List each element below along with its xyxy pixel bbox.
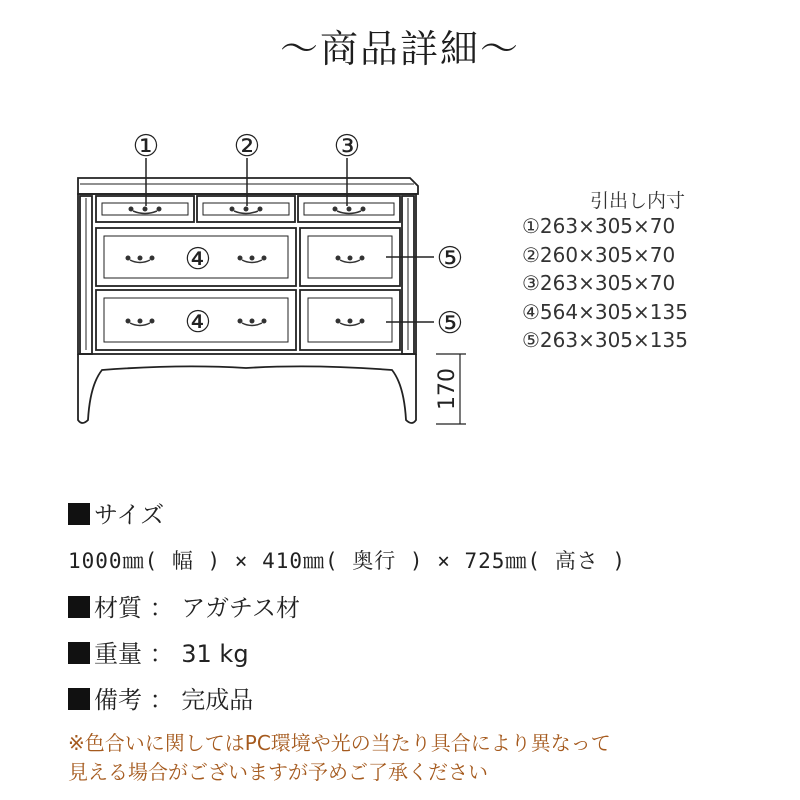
- handle-icon: [238, 256, 267, 263]
- drawer-dims-row: ②260×305×70: [522, 242, 676, 267]
- spec-size-label: サイズ: [94, 501, 165, 529]
- square-bullet-icon: [68, 596, 90, 618]
- callout-4-lower: ④: [184, 305, 212, 340]
- callout-5-lower: ⑤: [436, 306, 464, 341]
- dresser-body: [78, 194, 416, 354]
- callout-2: ②: [233, 129, 261, 164]
- handle-icon: [230, 207, 263, 214]
- square-bullet-icon: [68, 503, 90, 525]
- drawer-dims-list: [522, 214, 688, 357]
- handle-icon: [333, 207, 366, 214]
- spec-size-value: 1000㎜( 幅 ) × 410㎜( 奥行 ) × 725㎜( 高さ ): [68, 549, 627, 573]
- disclaimer-note-line2: 見える場合がございますが予めご了承ください: [68, 760, 488, 784]
- spec-size-heading: [68, 495, 164, 530]
- disclaimer-note-line1: ※色合いに関してはPC環境や光の当たり具合により異なって: [68, 731, 611, 755]
- spec-weight: [68, 634, 249, 669]
- drawer-dims-row: ①263×305×70: [522, 214, 676, 238]
- handle-icon: [126, 319, 155, 326]
- square-bullet-icon: [68, 688, 90, 710]
- handle-icon: [126, 256, 155, 263]
- callout-3: ③: [333, 129, 361, 164]
- handle-icon: [238, 319, 267, 326]
- spec-remarks-text: 備考 ： 完成品: [94, 686, 254, 714]
- spec-material: [68, 588, 300, 623]
- dresser-apron-and-legs: [78, 354, 416, 423]
- drawer-dims-row: ⑤263×305×135: [522, 328, 688, 352]
- drawer-dims-row: ③263×305×70: [522, 271, 676, 295]
- leg-height-label: 170: [435, 368, 460, 410]
- spec-material-text: 材質 ： アガチス材: [94, 594, 301, 622]
- drawer-dims-row: ④564×305×135: [522, 299, 688, 324]
- callout-4-upper: ④: [184, 242, 212, 277]
- spec-weight-text: 重量 ： 31 kg: [94, 640, 249, 668]
- page-title: ～商品詳細～: [279, 27, 520, 71]
- dresser-top: [78, 178, 418, 194]
- handle-icon: [336, 256, 365, 263]
- handle-icon: [129, 207, 162, 214]
- handle-icon: [336, 319, 365, 326]
- callout-5-upper: ⑤: [436, 241, 464, 276]
- drawer-dims-heading: 引出し内寸: [590, 190, 686, 212]
- spec-remarks: [68, 680, 253, 715]
- square-bullet-icon: [68, 642, 90, 664]
- callout-1: ①: [132, 129, 160, 164]
- drawer-handles: [126, 207, 366, 326]
